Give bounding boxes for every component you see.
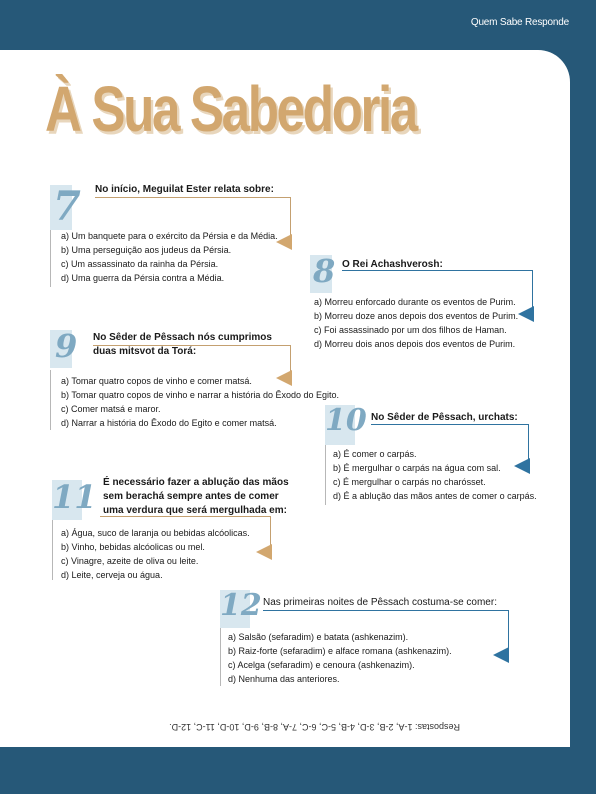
arrow-icon	[493, 647, 509, 663]
page-title: À Sua Sabedoria	[45, 73, 416, 145]
question-text	[103, 476, 289, 518]
question-number: 7	[53, 183, 81, 230]
option[interactable]: c) Um assassinato da rainha da Pérsia.	[61, 259, 219, 269]
options-list	[61, 229, 278, 285]
option[interactable]: a) Morreu enforcado durante os eventos de Purim.	[314, 297, 516, 307]
divider	[325, 445, 326, 505]
question-number: 10	[325, 403, 367, 438]
option[interactable]: d) Uma guerra da Pérsia contra a Média.	[61, 273, 225, 283]
option[interactable]: a) É comer o carpás.	[333, 449, 417, 459]
divider	[220, 628, 221, 686]
option[interactable]: b) Morreu doze anos depois dos eventos de Purim.	[314, 311, 519, 321]
option[interactable]: c) Vinagre, azeite de oliva ou leite.	[61, 556, 199, 566]
question-text-line: É necessário fazer a ablução das mãos	[103, 477, 289, 488]
question-text-line: uma verdura que será mergulhada em:	[103, 505, 287, 516]
question-text-line: sem berachá sempre antes de comer	[103, 491, 279, 502]
divider	[50, 230, 51, 287]
question-text: No início, Meguilat Ester relata sobre:	[95, 184, 274, 195]
question-number: 8	[313, 252, 336, 290]
options-list	[61, 526, 250, 582]
option[interactable]: a) Salsão (sefaradim) e batata (ashkenazim).	[228, 632, 409, 642]
option[interactable]: c) Acelga (sefaradim) e cenoura (ashkenazim).	[228, 660, 415, 670]
options-list	[333, 447, 537, 503]
option[interactable]: b) Vinho, bebidas alcóolicas ou mel.	[61, 542, 205, 552]
options-list	[228, 630, 452, 686]
option[interactable]: d) Morreu dois anos depois dos eventos de Purim.	[314, 339, 516, 349]
question-text: O Rei Achashverosh:	[342, 259, 443, 270]
answer-key: Respostas: 1-A, 2-B, 3-D, 4-B, 5-C, 6-C, 7-A, 8-B, 9-D, 10-D, 11-C, 12-D.	[169, 722, 460, 732]
option[interactable]: a) Água, suco de laranja ou bebidas alcóolicas.	[61, 528, 250, 538]
option[interactable]: b) Raiz-forte (sefaradim) e alface romana (ashkenazim).	[228, 646, 452, 656]
question-text-line: No Sêder de Pêssach nós cumprimos	[93, 332, 272, 343]
divider	[52, 520, 53, 580]
question-text: Nas primeiras noites de Pêssach costuma-se comer:	[263, 597, 497, 608]
option[interactable]: c) Comer matsá e maror.	[61, 404, 161, 414]
option[interactable]: d) É a ablução das mãos antes de comer o carpás.	[333, 491, 537, 501]
option[interactable]: a) Tomar quatro copos de vinho e comer matsá.	[61, 376, 252, 386]
header-label: Quem Sabe Responde	[470, 17, 569, 28]
question-number: 11	[52, 478, 97, 516]
options-list	[314, 295, 518, 351]
option[interactable]: d) Narrar a história do Êxodo do Egito e comer matsá.	[61, 418, 277, 428]
option[interactable]: c) Foi assassinado por um dos filhos de Haman.	[314, 325, 507, 335]
arrow-icon	[518, 306, 534, 322]
option[interactable]: b) É mergulhar o carpás na água com sal.	[333, 463, 501, 473]
question-number: 9	[55, 327, 78, 365]
option[interactable]: d) Leite, cerveja ou água.	[61, 570, 163, 580]
options-list	[61, 374, 339, 430]
question-number: 12	[220, 588, 262, 623]
option[interactable]: b) Uma perseguição aos judeus da Pérsia.	[61, 245, 232, 255]
option[interactable]: a) Um banquete para o exército da Pérsia e da Média.	[61, 231, 278, 241]
option[interactable]: b) Tomar quatro copos de vinho e narrar a história do Êxodo do Egito.	[61, 390, 339, 400]
arrow-icon	[276, 234, 292, 250]
arrow-icon	[256, 544, 272, 560]
divider	[50, 370, 51, 430]
question-text: No Sêder de Pêssach, urchats:	[371, 412, 518, 423]
option[interactable]: d) Nenhuma das anteriores.	[228, 674, 340, 684]
option[interactable]: c) É mergulhar o carpás no charósset.	[333, 477, 486, 487]
question-text-line: duas mitsvot da Torá:	[93, 346, 197, 357]
